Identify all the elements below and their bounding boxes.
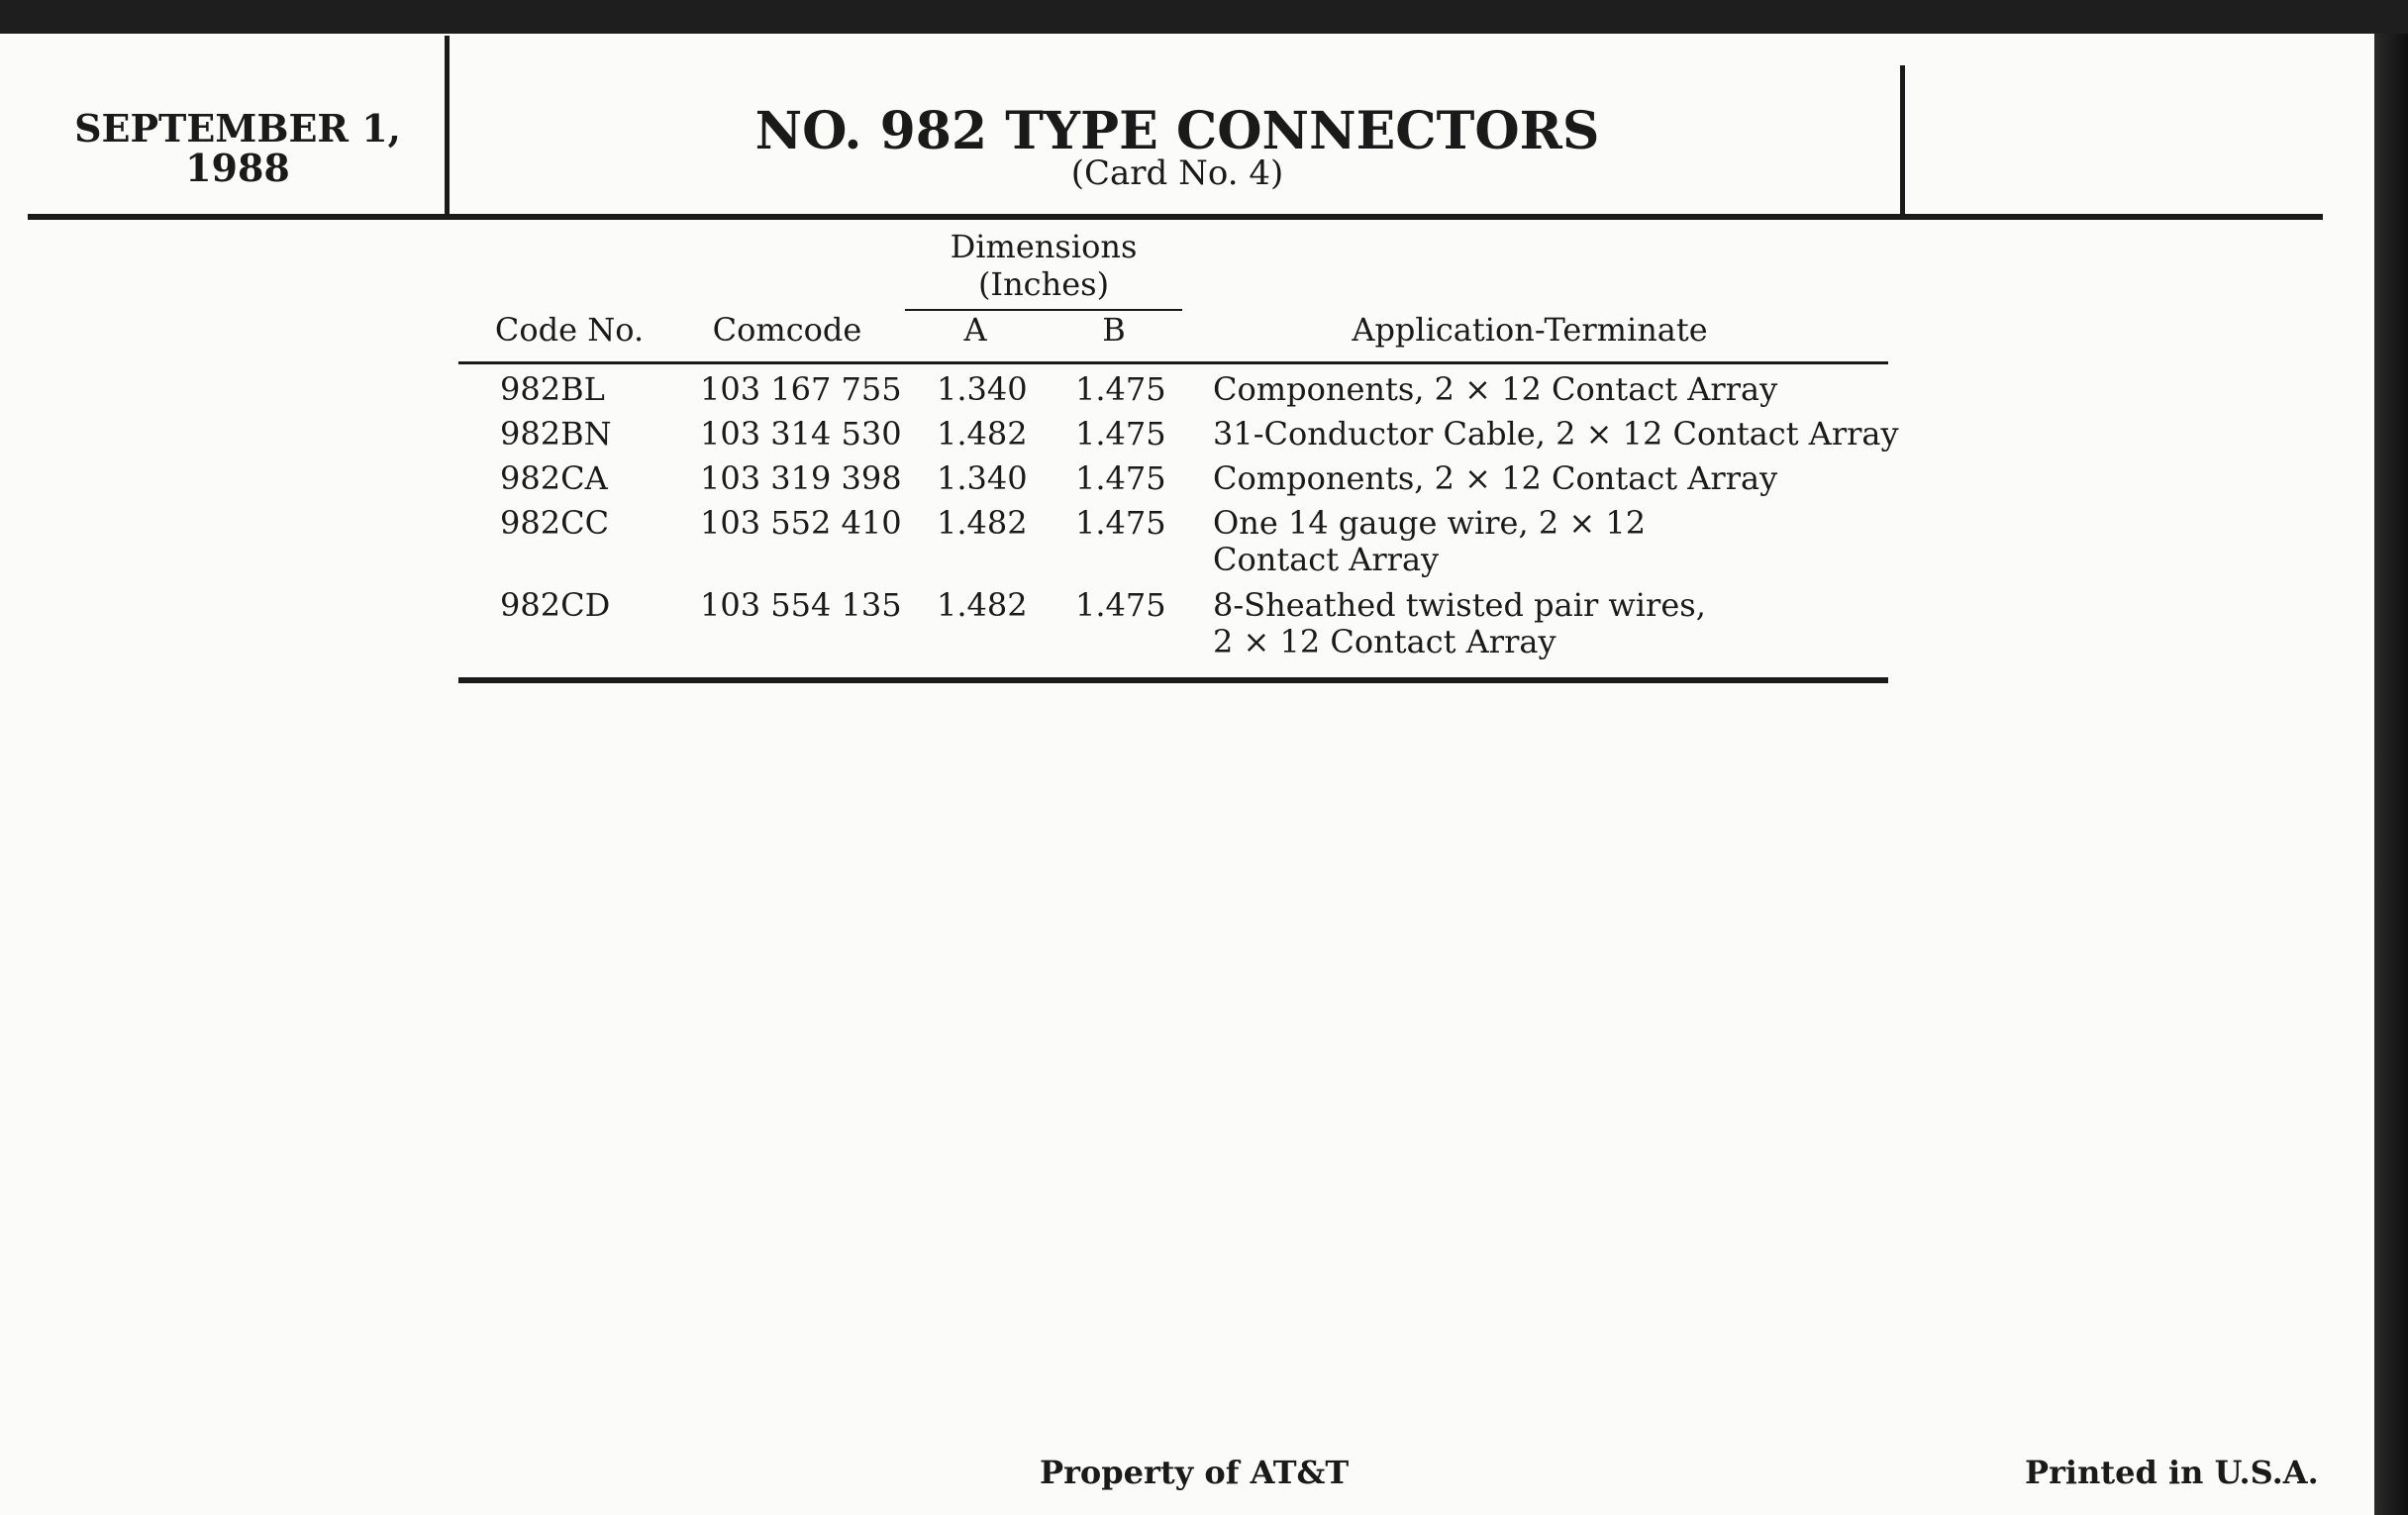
cell-dim-b: 1.475 [1075,370,1166,408]
cell-application-cont: Contact Array [1213,541,1440,578]
cell-application: 8-Sheathed twisted pair wires, [1213,586,1706,624]
cell-comcode: 103 552 410 [700,504,902,542]
cell-application: One 14 gauge wire, 2 × 12 [1213,504,1647,542]
header-dimensions [905,228,1182,303]
cell-dim-a: 1.340 [937,370,1028,408]
footer-printed: Printed in U.S.A. [2025,1454,2319,1491]
header-dim-b: B [1102,311,1126,349]
cell-dim-b: 1.475 [1075,459,1166,497]
header-rule [28,214,2323,220]
cell-application-cont: 2 × 12 Contact Array [1213,623,1556,660]
table-header-rule [458,361,1888,364]
date-line-1: SEPTEMBER 1, [74,106,401,151]
date-line-2: 1988 [185,146,290,190]
cell-comcode: 103 167 755 [700,370,902,408]
cell-code: 982CC [500,504,610,542]
cell-dim-b: 1.475 [1075,504,1166,542]
card-number: (Card No. 4) [1070,153,1284,193]
cell-application: Components, 2 × 12 Contact Array [1213,370,1778,408]
cell-comcode: 103 314 530 [700,415,902,453]
cell-code: 982CA [500,459,608,497]
header-dim-a: A [963,311,987,349]
cell-dim-a: 1.482 [937,504,1028,542]
cell-comcode: 103 554 135 [700,586,902,624]
cell-code: 982CD [500,586,611,624]
header-application: Application-Terminate [1352,311,1708,349]
cell-code: 982BL [500,370,605,408]
cell-dim-b: 1.475 [1075,415,1166,453]
card-date [30,106,446,190]
header-comcode: Comcode [712,311,862,349]
cell-application: 31-Conductor Cable, 2 × 12 Contact Array [1213,415,1899,453]
cell-dim-a: 1.482 [937,415,1028,453]
card-edge-shadow [2374,34,2408,1515]
header-code-no: Code No. [494,311,645,349]
cell-code: 982BN [500,415,612,453]
cell-comcode: 103 319 398 [700,459,902,497]
cell-application: Components, 2 × 12 Contact Array [1213,459,1778,497]
header-dimensions-label: Dimensions [950,228,1138,265]
page-title: NO. 982 TYPE CONNECTORS [754,101,1600,161]
footer-property: Property of AT&T [1040,1454,1350,1491]
table-bottom-rule [458,677,1888,683]
header-dimensions-units: (Inches) [977,265,1110,303]
cell-dim-b: 1.475 [1075,586,1166,624]
cell-dim-a: 1.482 [937,586,1028,624]
card-background [0,34,2374,1515]
cell-dim-a: 1.340 [937,459,1028,497]
